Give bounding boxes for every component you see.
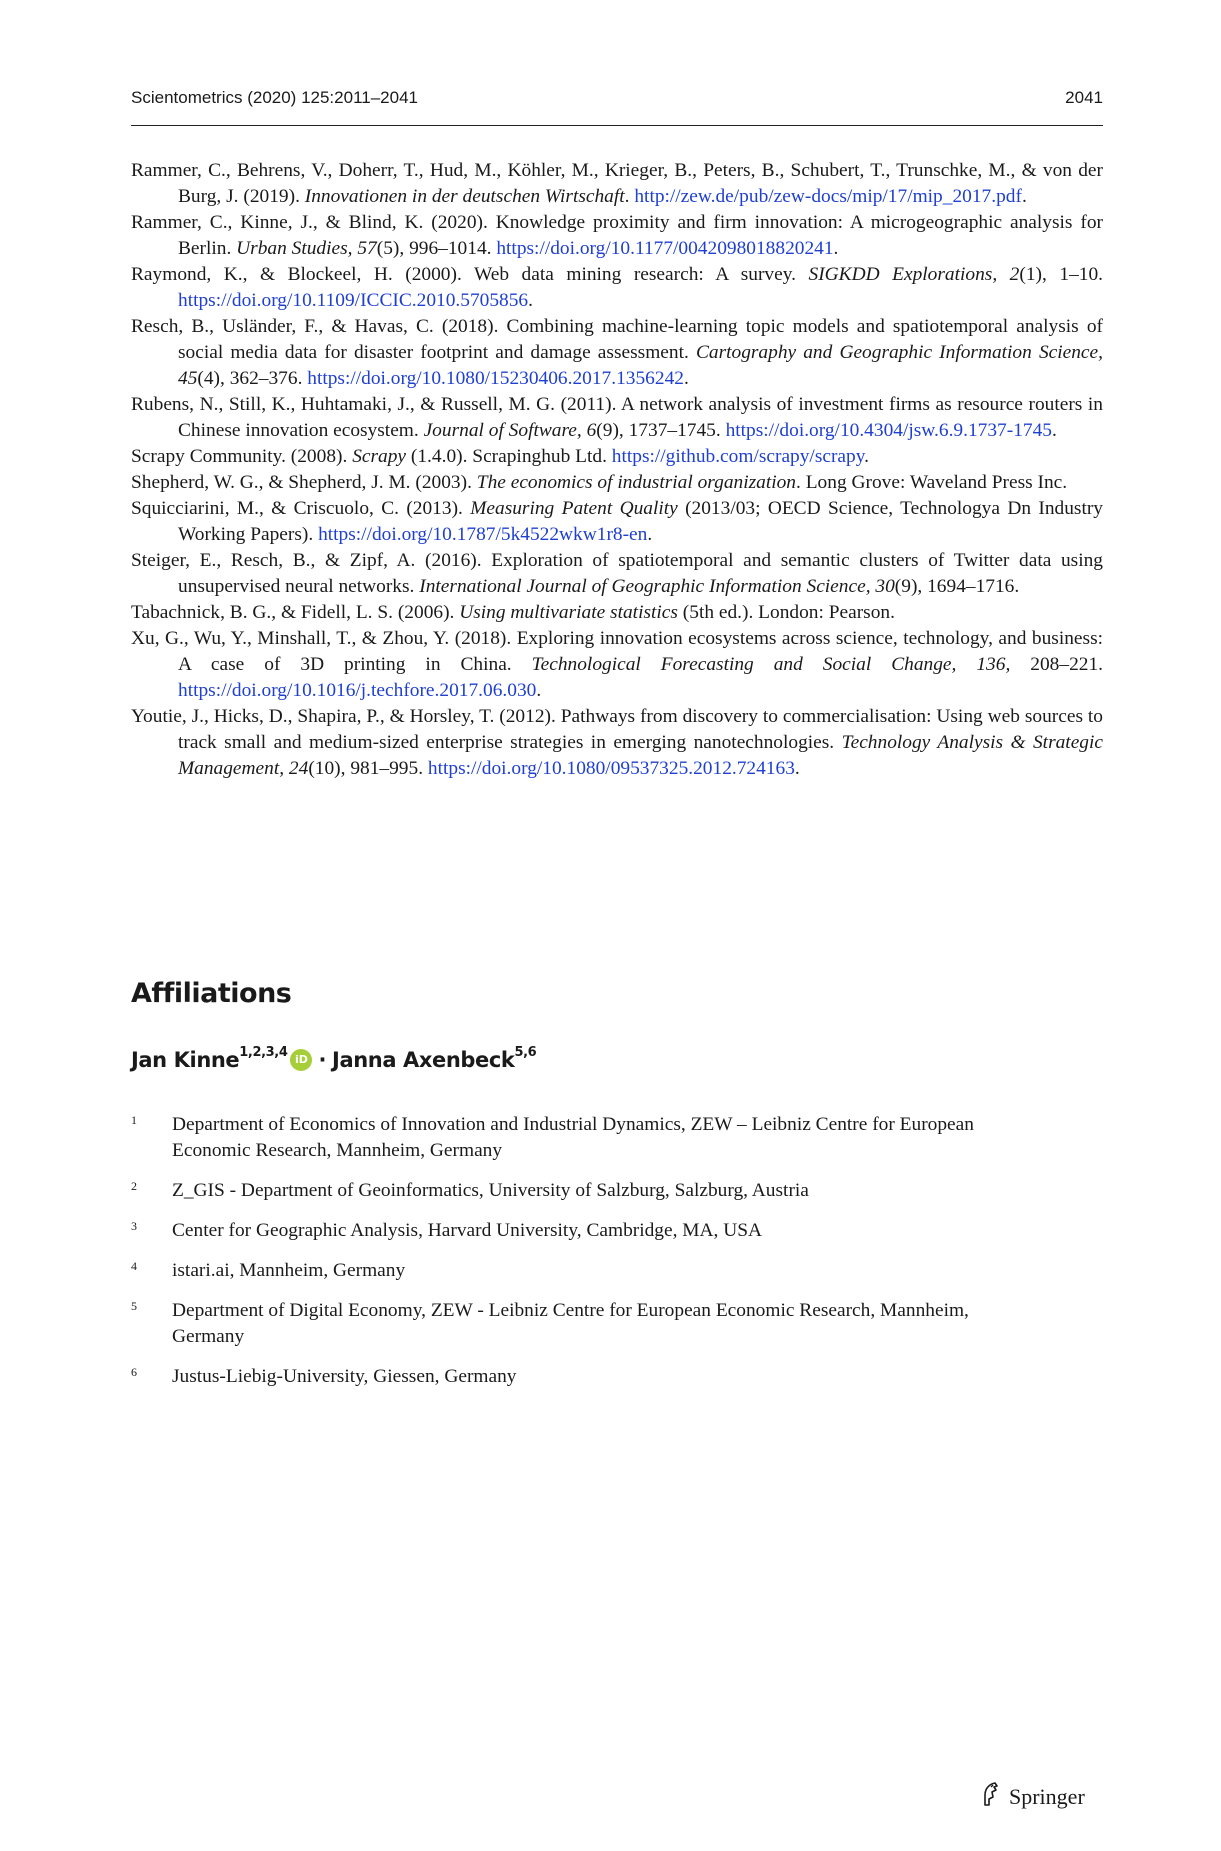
reference-link[interactable]: https://doi.org/10.1177/0042098018820241: [496, 238, 834, 259]
affiliation-number: 1: [131, 1113, 137, 1127]
reference-link[interactable]: https://doi.org/10.1016/j.techfore.2017.06.030: [178, 680, 537, 701]
orcid-icon[interactable]: iD: [290, 1049, 312, 1071]
affiliation-text: Department of Economics of Innovation and Industrial Dynamics, ZEW – Leibniz Centre for European Economic Research, Mannheim, Germany: [172, 1114, 974, 1161]
reference-list: [131, 158, 1103, 782]
reference-item: Steiger, E., Resch, B., & Zipf, A. (2016). Exploration of spatiotemporal and semantic clusters of Twitter data using unsupervised neural networks. International Journal of Geographic Information Science, 30(9), 1694–1716.: [131, 550, 1103, 597]
publisher-footer: [979, 1781, 1085, 1813]
reference-item: Scrapy Community. (2008). Scrapy (1.4.0). Scrapinghub Ltd. https://github.com/scrapy/scrapy.: [131, 446, 870, 467]
reference-link[interactable]: https://doi.org/10.1109/ICCIC.2010.5705856: [178, 290, 529, 311]
author-name: Jan Kinne: [131, 1048, 240, 1072]
reference-link[interactable]: https://doi.org/10.1080/15230406.2017.1356242: [307, 368, 684, 389]
springer-horse-icon: [979, 1781, 1003, 1813]
affiliation-number: 4: [131, 1259, 137, 1273]
journal-citation: Scientometrics (2020) 125:2011–2041: [131, 88, 418, 107]
affiliation-text: Department of Digital Economy, ZEW - Leibniz Centre for European Economic Research, Mannheim, Germany: [172, 1300, 969, 1347]
reference-item: Shepherd, W. G., & Shepherd, J. M. (2003). The economics of industrial organization. Long Grove: Waveland Press Inc.: [131, 472, 1068, 493]
reference-link[interactable]: https://doi.org/10.1080/09537325.2012.724163: [427, 758, 795, 779]
affiliation-item: [131, 1218, 1031, 1244]
reference-link[interactable]: https://github.com/scrapy/scrapy: [611, 446, 865, 467]
running-header: [131, 88, 1103, 108]
affiliations-heading: Affiliations: [131, 978, 292, 1009]
affiliation-item: [131, 1364, 1031, 1390]
affiliation-list: [131, 1112, 1031, 1404]
reference-item: Raymond, K., & Blockeel, H. (2000). Web data mining research: A survey. SIGKDD Explorations, 2(1), 1–10. https://doi.org/10.1109/ICCIC.2010.5705856.: [131, 264, 1103, 311]
author-line: [131, 1044, 537, 1072]
affiliation-text: istari.ai, Mannheim, Germany: [172, 1260, 406, 1281]
affiliation-number: 2: [131, 1179, 137, 1193]
author-superscript: 5,6: [514, 1044, 537, 1060]
reference-item: Xu, G., Wu, Y., Minshall, T., & Zhou, Y. (2018). Exploring innovation ecosystems across science, technology, and business: A case of 3D printing in China. Technological Forecasting and Social Change, 136, 208–221. https://doi.org/10.1016/j.techfore.2017.06.030.: [131, 628, 1104, 701]
header-rule: [131, 125, 1103, 126]
reference-item: Rammer, C., Behrens, V., Doherr, T., Hud, M., Köhler, M., Krieger, B., Peters, B., Schubert, T., Trunschke, M., & von der Burg, J. (2019). Innovationen in der deutschen Wirtschaft. http://zew.de/pub/zew-docs/mip/17/mip_2017.pdf.: [131, 160, 1103, 207]
author-name: Janna Axenbeck: [332, 1048, 515, 1072]
reference-link[interactable]: http://zew.de/pub/zew-docs/mip/17/mip_2017.pdf: [634, 186, 1022, 207]
affiliation-number: 6: [131, 1365, 137, 1379]
author-superscript: 1,2,3,4: [239, 1044, 288, 1060]
reference-item: Resch, B., Usländer, F., & Havas, C. (2018). Combining machine-learning topic models and spatiotemporal analysis of social media data for disaster footprint and damage assessment. Cartography and Geographic Information Science, 45(4), 362–376. https://doi.org/10.1080/15230406.2017.1356242.: [131, 316, 1103, 389]
author-separator: ·: [318, 1048, 327, 1072]
publisher-name: Springer: [1009, 1784, 1085, 1809]
reference-item: Squicciarini, M., & Criscuolo, C. (2013). Measuring Patent Quality (2013/03; OECD Science, Technologya Dn Industry Working Papers). https://doi.org/10.1787/5k4522wkw1r8-en.: [131, 498, 1103, 545]
page-number: 2041: [1065, 88, 1103, 107]
affiliation-item: [131, 1298, 1031, 1350]
affiliation-text: Z_GIS - Department of Geoinformatics, University of Salzburg, Salzburg, Austria: [172, 1180, 809, 1201]
reference-item: Youtie, J., Hicks, D., Shapira, P., & Horsley, T. (2012). Pathways from discovery to commercialisation: Using web sources to track small and medium-sized enterprise strategies in emerging nanotechnologies. Technology Analysis & Strategic Management, 24(10), 981–995. https://doi.org/10.1080/09537325.2012.724163.: [131, 706, 1103, 779]
affiliation-number: 3: [131, 1219, 137, 1233]
affiliation-number: 5: [131, 1299, 137, 1313]
reference-link[interactable]: https://doi.org/10.4304/jsw.6.9.1737-1745: [725, 420, 1052, 441]
reference-item: Tabachnick, B. G., & Fidell, L. S. (2006). Using multivariate statistics (5th ed.). London: Pearson.: [131, 602, 895, 623]
affiliation-text: Justus-Liebig-University, Giessen, Germany: [172, 1366, 517, 1387]
affiliation-item: [131, 1112, 1031, 1164]
affiliation-item: [131, 1258, 1031, 1284]
reference-link[interactable]: https://doi.org/10.1787/5k4522wkw1r8-en: [318, 524, 648, 545]
affiliation-item: [131, 1178, 1031, 1204]
reference-item: Rammer, C., Kinne, J., & Blind, K. (2020). Knowledge proximity and firm innovation: A microgeographic analysis for Berlin. Urban Studies, 57(5), 996–1014. https://doi.org/10.1177/0042098018820241.: [131, 212, 1103, 259]
reference-item: Rubens, N., Still, K., Huhtamaki, J., & Russell, M. G. (2011). A network analysis of investment firms as resource routers in Chinese innovation ecosystem. Journal of Software, 6(9), 1737–1745. https://doi.org/10.4304/jsw.6.9.1737-1745.: [131, 394, 1103, 441]
affiliation-text: Center for Geographic Analysis, Harvard University, Cambridge, MA, USA: [172, 1220, 763, 1241]
